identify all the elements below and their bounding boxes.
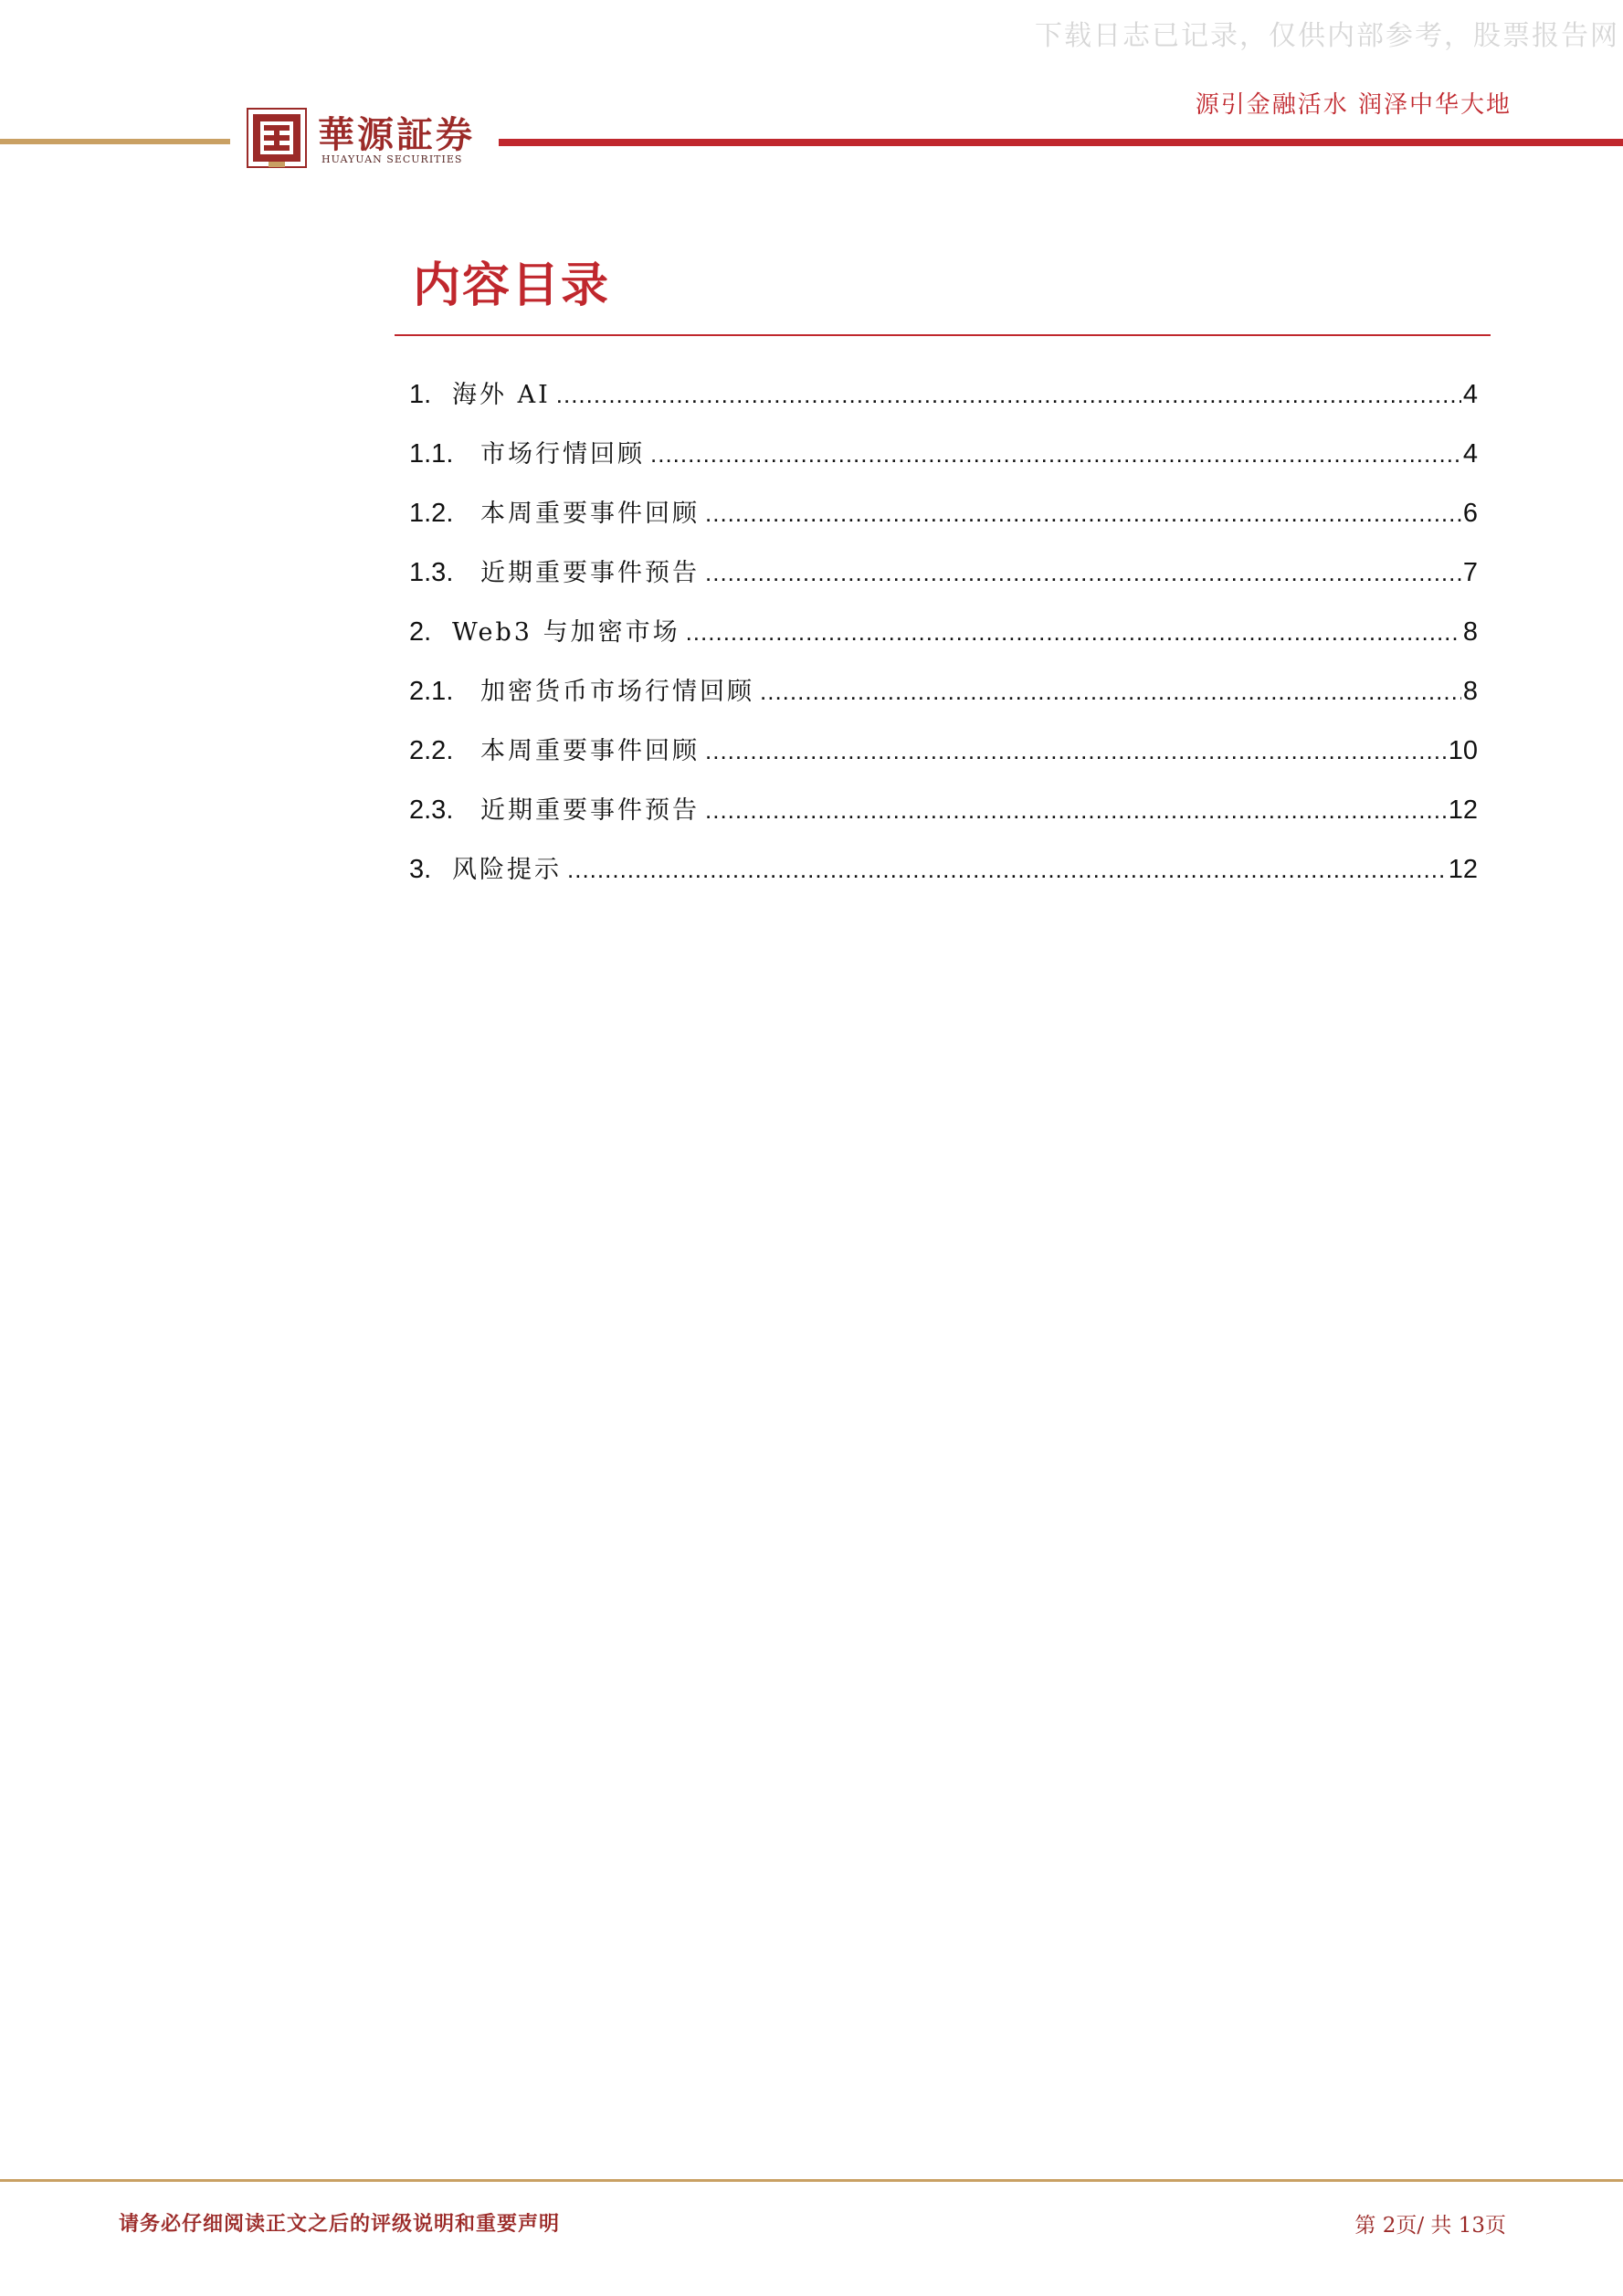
toc-entry-label: 本周重要事件回顾 xyxy=(480,737,700,765)
toc-entry[interactable] xyxy=(409,790,1478,849)
toc-dot-leader xyxy=(650,440,1461,469)
toc-entry-page: 12 xyxy=(1448,795,1478,825)
toc-entry-number: 3. xyxy=(409,855,432,884)
toc-entry[interactable] xyxy=(409,612,1478,671)
logo-seal-icon xyxy=(247,108,307,168)
toc-entry-page: 6 xyxy=(1462,499,1478,528)
header-gold-rule xyxy=(0,139,230,144)
toc-entry[interactable] xyxy=(409,493,1478,553)
toc-entry-page: 8 xyxy=(1462,617,1478,647)
toc-dot-leader xyxy=(556,381,1461,409)
toc-entry[interactable] xyxy=(409,731,1478,790)
toc-entry-number: 1.3. xyxy=(409,558,454,587)
toc-entry-label: 近期重要事件预告 xyxy=(480,559,700,587)
footer-gold-rule xyxy=(0,2179,1623,2182)
header-red-rule xyxy=(499,139,1623,146)
toc-dot-leader xyxy=(705,796,1447,825)
footer-disclaimer: 请务必仔细阅读正文之后的评级说明和重要声明 xyxy=(119,2212,561,2236)
toc-entry-number: 1.2. xyxy=(409,499,454,528)
toc-dot-leader xyxy=(567,856,1447,884)
toc-entry-number: 2.3. xyxy=(409,795,454,825)
toc-entry-page: 4 xyxy=(1462,439,1478,469)
toc-entry-label: 加密货币市场行情回顾 xyxy=(480,678,754,706)
toc-dot-leader xyxy=(705,500,1461,528)
toc-entry-page: 12 xyxy=(1448,855,1478,884)
toc-entry[interactable] xyxy=(409,553,1478,612)
toc-dot-leader xyxy=(705,737,1447,765)
toc-dot-leader xyxy=(686,618,1461,647)
toc-entry-page: 10 xyxy=(1448,736,1478,765)
toc-entry-label: 风险提示 xyxy=(452,856,562,884)
toc-entry-page: 8 xyxy=(1462,677,1478,706)
toc-entry-number: 1. xyxy=(409,380,432,409)
company-logo xyxy=(247,106,493,172)
toc-entry-label: 本周重要事件回顾 xyxy=(480,500,700,528)
page-number: 第 2页/ 共 13页 xyxy=(1354,2214,1506,2238)
toc-title: 内容目录 xyxy=(413,258,611,313)
toc-title-rule xyxy=(395,334,1491,336)
toc-entry-number: 1.1. xyxy=(409,439,454,469)
toc-entry[interactable] xyxy=(409,849,1478,909)
download-watermark: 下载日志已记录，仅供内部参考，股票报告网 xyxy=(1035,20,1619,52)
toc-entry-page: 7 xyxy=(1462,558,1478,587)
toc-entry[interactable] xyxy=(409,434,1478,493)
logo-name-en: HUAYUAN SECURITIES xyxy=(321,153,463,165)
company-slogan: 源引金融活水 润泽中华大地 xyxy=(1195,91,1512,119)
toc-entry-number: 2. xyxy=(409,617,432,647)
toc-entry-label: 海外 AI xyxy=(452,381,551,409)
toc-entry-page: 4 xyxy=(1462,380,1478,409)
toc-entry-number: 2.1. xyxy=(409,677,454,706)
toc-entry-label: 市场行情回顾 xyxy=(480,440,645,469)
toc-entry-label: Web3 与加密市场 xyxy=(452,618,680,647)
toc-dot-leader xyxy=(705,559,1461,587)
toc-dot-leader xyxy=(760,678,1461,706)
toc-entry[interactable] xyxy=(409,671,1478,731)
table-of-contents xyxy=(409,374,1478,909)
toc-entry-label: 近期重要事件预告 xyxy=(480,796,700,825)
logo-name-cn: 華源証券 xyxy=(318,113,475,156)
toc-entry[interactable] xyxy=(409,374,1478,434)
toc-entry-number: 2.2. xyxy=(409,736,454,765)
